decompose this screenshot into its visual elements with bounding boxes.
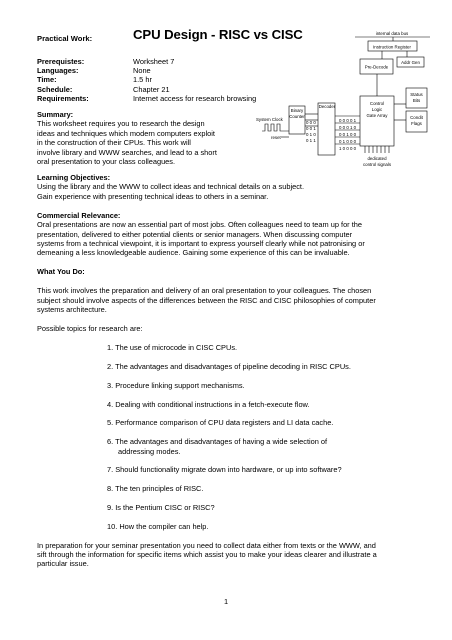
status-bits-label-2: Bits	[412, 98, 421, 103]
meta-value: Internet access for research browsing	[133, 93, 257, 103]
decoder-box	[318, 103, 335, 155]
list-item: 8. The ten principles of RISC.	[107, 484, 204, 494]
decoder-label: Decoder	[318, 104, 336, 109]
summary-line: oral presentation to your class colleagues.	[37, 157, 176, 167]
decoder-output: 0 0 0 0 1	[339, 118, 357, 123]
control-logic-label-1: Control	[369, 101, 385, 106]
list-item: 5. Performance comparison of CPU data registers and LI data cache.	[107, 418, 334, 428]
commercial-heading: Commercial Relevance:	[37, 210, 121, 220]
list-item: 3. Procedure linking support mechanisms.	[107, 380, 245, 390]
meta-key: Requirements:	[37, 93, 89, 103]
summary-line: ideas and techniques which modern computers exploit	[37, 128, 215, 138]
meta-value: None	[133, 66, 151, 76]
summary-line: involve library and WWW searches, and lead to a short	[37, 147, 217, 157]
list-item: 9. Is the Pentium CISC or RISC?	[107, 503, 215, 513]
commercial-line: Oral presentations are now an essential part of most jobs. Often colleagues need to team up for the	[37, 220, 362, 230]
learning-line: Using the library and the WWW to collect ideas and technical details on a subject.	[37, 182, 305, 192]
main-body	[37, 173, 422, 569]
instruction-register-label: Instruction Register	[373, 44, 411, 50]
counter-output: 0 1 0	[306, 132, 316, 137]
meta-key: Schedule:	[37, 84, 73, 94]
list-item: 2. The advantages and disadvantages of pipeline decoding in RISC CPUs.	[107, 362, 351, 372]
internal-bus-label: internal data bus	[375, 31, 409, 36]
topics-intro: Possible topics for research are:	[37, 324, 143, 334]
control-logic-label-3: Gate Array	[366, 113, 388, 118]
what-you-do-line: systems architecture.	[37, 305, 107, 315]
closing-line: particular issue.	[37, 559, 89, 569]
page-title: CPU Design - RISC vs CISC	[133, 27, 303, 42]
condit-flags-label-2: Flags	[411, 121, 422, 126]
control-logic-label-2: Logic	[371, 107, 383, 112]
counter-output: 0 1 1	[306, 138, 316, 143]
system-clock-label: System Clock	[256, 117, 283, 122]
counter-output: 0 0 1	[306, 126, 316, 131]
condit-flags-label-1: Condit	[410, 115, 423, 120]
topics-list	[37, 343, 422, 531]
binary-counter-label-2: Counter	[289, 114, 305, 119]
decoder-output: 1 0 0 0 0	[339, 146, 357, 151]
decoder-output: 0 1 0 0 0	[339, 139, 357, 144]
learning-heading: Learning Objectives:	[37, 173, 111, 182]
meta-key: Languages:	[37, 66, 79, 76]
what-you-do-line: This work involves the preparation and delivery of an oral presentation to your colleagues. The chosen	[37, 286, 372, 296]
page-number: 1	[223, 597, 229, 606]
binary-counter-label-1: Binary	[290, 108, 304, 113]
meta-value: 1.5 hr	[133, 75, 152, 85]
what-you-do-heading: What You Do:	[37, 267, 85, 277]
list-item: 7. Should functionality migrate down into hardware, or up into software?	[107, 465, 342, 475]
summary-line: in the construction of their CPUs. This work will	[37, 138, 191, 148]
meta-key: Prerequistes:	[37, 57, 85, 66]
decoder-output: 0 0 1 0 0	[339, 132, 357, 137]
meta-value: Chapter 21	[133, 84, 170, 94]
commercial-line: demeaning a less knowledgeable audience. Gaining some experience of this can be invaluable.	[37, 248, 350, 258]
counter-output: 0 0 0	[306, 120, 316, 125]
summary-line: This worksheet requires you to research the design	[37, 119, 205, 129]
commercial-line: presentation, delivered to either potential clients or senior managers. When discussing computer	[37, 229, 353, 239]
meta-key: Time:	[37, 75, 57, 85]
addr-gen-label: Addr Gen	[401, 60, 420, 65]
cpu-control-diagram	[0, 0, 452, 200]
list-item: 4. Dealing with conditional instructions in a fetch-execute flow.	[107, 399, 310, 409]
practical-work-label: Practical Work:	[37, 34, 93, 43]
reset-label: reset	[271, 135, 281, 140]
meta-value: Worksheet 7	[133, 57, 175, 66]
closing-line: In preparation for your seminar presentation you need to collect data either from texts or the WWW, and	[37, 540, 376, 550]
pre-decode-label: Pre-Decode	[364, 64, 389, 70]
dedicated-label-2: control signals	[362, 162, 392, 167]
learning-line: Gain experience with presenting technical ideas to others in a seminar.	[37, 191, 269, 201]
closing-line: sift through the information for specific items which assist you to make your ideas clearer and illustrate a	[37, 550, 377, 560]
what-you-do-line: subject should involve aspects of the differences between the RISC and CISC philosophies of computer	[37, 295, 376, 305]
dedicated-label-1: dedicated	[367, 156, 387, 161]
clock-waveform	[262, 124, 289, 131]
summary-heading: Summary:	[37, 110, 74, 119]
list-item: 1. The use of microcode in CISC CPUs.	[107, 343, 238, 353]
commercial-line: systems from a technical viewpoint, it is important to express yourself clearly while not patronising or	[37, 239, 365, 249]
decoder-output: 0 0 0 1 0	[339, 125, 357, 130]
status-bits-label-1: Status	[410, 92, 423, 97]
list-item: 10. How the compiler can help.	[107, 521, 209, 531]
list-item: 6. The advantages and disadvantages of having a wide selection of addressing modes.	[107, 437, 328, 456]
